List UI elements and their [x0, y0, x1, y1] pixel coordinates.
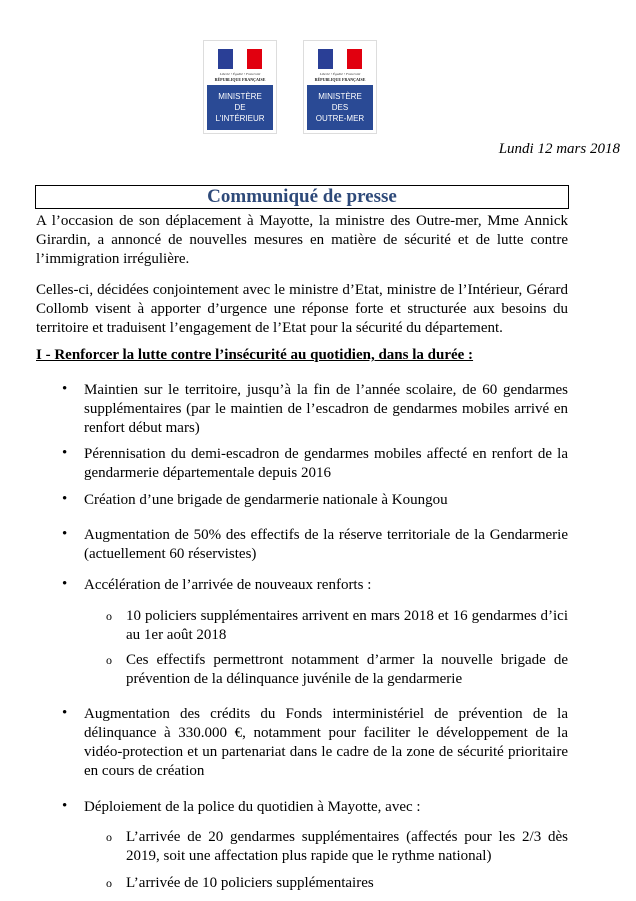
- list-item: Augmentation des crédits du Fonds interministériel de prévention de la délinquance à 330.000 €, notamment pour faciliter le développement de la vidéo-protection et un partenariat dans le cadre de la zone de sécurité prioritaire en cours de création: [84, 706, 568, 779]
- date: Lundi 12 mars 2018: [498, 141, 620, 157]
- section-heading: I - Renforcer la lutte contre l’insécurité au quotidien, dans la durée :: [36, 347, 474, 363]
- logo-republic: RÉPUBLIQUE FRANÇAISE: [214, 77, 266, 82]
- sub-bullet-icon: o: [106, 609, 112, 623]
- logo-motto: Liberté • Égalité • Fraternité: [319, 72, 361, 76]
- sub-list-item: L’arrivée de 20 gendarmes supplémentaires (affectés pour les 2/3 dès 2019, soit une affectation plus rapide que le rythme national): [126, 829, 568, 864]
- logo-republic: RÉPUBLIQUE FRANÇAISE: [314, 77, 366, 82]
- bullet-icon: •: [62, 491, 68, 507]
- sub-list-item: Ces effectifs permettront notamment d’armer la nouvelle brigade de prévention de la délinquance juvénile de la gendarmerie: [126, 652, 568, 687]
- logo-ministere-outre-mer: [303, 40, 377, 134]
- bullet-icon: •: [62, 445, 68, 461]
- logo-ministry: MINISTÈRE DES OUTRE-MER: [307, 85, 373, 130]
- page-title: Communiqué de presse: [35, 185, 569, 209]
- list-item: Pérennisation du demi-escadron de gendarmes mobiles affecté en renfort de la gendarmerie départementale depuis 2016: [84, 446, 568, 481]
- logo-ministry: MINISTÈRE DE L'INTÉRIEUR: [207, 85, 273, 130]
- logo-ministere-interieur: [203, 40, 277, 134]
- sub-bullet-icon: o: [106, 876, 112, 890]
- sub-bullet-icon: o: [106, 653, 112, 667]
- sub-list-item: 10 policiers supplémentaires arrivent en mars 2018 et 16 gendarmes d’ici au 1er août 2018: [126, 608, 568, 643]
- bullet-icon: •: [62, 526, 68, 542]
- list-item: Création d’une brigade de gendarmerie nationale à Koungou: [84, 492, 448, 508]
- bullet-icon: •: [62, 576, 68, 592]
- second-paragraph: Celles-ci, décidées conjointement avec le ministre d’Etat, ministre de l’Intérieur, Gérard Collomb visent à apporter d’urgence une réponse forte et structurée aux besoins du territoire et traduisent l’engagement de l’Etat pour la sécurité du département.: [36, 282, 568, 336]
- sub-bullet-icon: o: [106, 830, 112, 844]
- list-item: Accélération de l’arrivée de nouveaux renforts :: [84, 577, 372, 593]
- marianne-flag-icon: [318, 49, 362, 69]
- bullet-icon: •: [62, 381, 68, 397]
- sub-list-item: L’arrivée de 10 policiers supplémentaires: [126, 875, 374, 891]
- bullet-icon: •: [62, 705, 68, 721]
- logo-motto: Liberté • Égalité • Fraternité: [219, 72, 261, 76]
- list-item: Maintien sur le territoire, jusqu’à la fin de l’année scolaire, de 60 gendarmes supplémentaires (par le maintien de l’escadron de gendarmes mobiles arrivé en renfort début mars): [84, 382, 568, 436]
- list-item: Déploiement de la police du quotidien à Mayotte, avec :: [84, 799, 421, 815]
- marianne-flag-icon: [218, 49, 262, 69]
- bullet-icon: •: [62, 798, 68, 814]
- intro-paragraph: A l’occasion de son déplacement à Mayotte, la ministre des Outre-mer, Mme Annick Girardin, a annoncé de nouvelles mesures en matière de sécurité et de lutte contre l’immigration irrégulière.: [36, 213, 568, 267]
- list-item: Augmentation de 50% des effectifs de la réserve territoriale de la Gendarmerie (actuellement 60 réservistes): [84, 527, 568, 562]
